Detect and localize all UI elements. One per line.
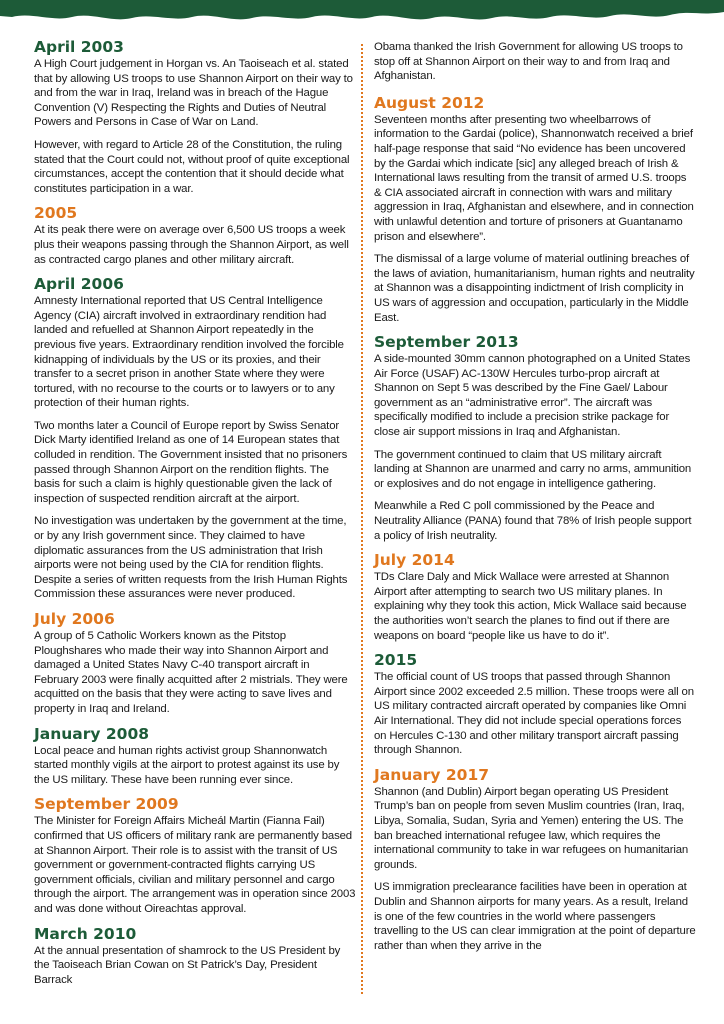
timeline-entry bbox=[34, 275, 356, 602]
entry-heading: September 2009 bbox=[34, 795, 179, 814]
entry-heading: January 2008 bbox=[34, 724, 150, 743]
entry-paragraph: Local peace and human rights activist group Shannonwatch started monthly vigils at the airport to protest against its use by the US military. These have been running ever since. bbox=[34, 744, 340, 786]
entry-heading: March 2010 bbox=[34, 924, 137, 943]
entry-paragraph: Shannon (and Dublin) Airport began operating US President Trump’s ban on people from seven Muslim countries (Iran, Iraq, Libya, Somalia, Sudan, Syria and Yemen) entering the US. The ban breached international refugee law, which requires the international community to take in war refugees on humanitarian grounds. bbox=[374, 785, 689, 871]
entry-paragraph: Amnesty International reported that US Central Intelligence Agency (CIA) aircraft involved in extraordinary rendition had landed and refuelled at Shannon Airport repeatedly in the previous five years. Extraordinary rendition involved the forcible kidnapping of individuals by the US or its proxies, and their transfer to a secret prison in another State where they were tortured, with no recourse to the courts or to lawyers or to any protection of their human rights. bbox=[34, 295, 344, 410]
entry-paragraph: The official count of US troops that passed through Shannon Airport since 2002 exceeded 2.5 million. These troops were all on US military contracted aircraft operated by companies like Omni Air International. They did not include special operations forces on Hercules C-130 and other military transport aircraft passing through Shannon. bbox=[374, 671, 694, 757]
entry-paragraph: Meanwhile a Red C poll commissioned by the Peace and Neutrality Alliance (PANA) found that 78% of Irish people support a policy of Irish neutrality. bbox=[374, 500, 692, 542]
entry-paragraph: Two months later a Council of Europe report by Swiss Senator Dick Marty identified Ireland as one of 14 European states that colluded in rendition. The Government insisted that no prisoners passed through Shannon Airport on the rendition flights. The basis for such a claim is highly questionable given the lack of inspection of suspected rendition aircraft at the airport. bbox=[34, 419, 348, 505]
entry-paragraph: No investigation was undertaken by the government at the time, or by any Irish government since. They claimed to have diplomatic assurances from the US administration that Irish airports were not being used by the CIA for rendition flights. Despite a series of written requests from the Irish Human Rights Commission these assurances were never produced. bbox=[34, 515, 348, 601]
entry-heading: January 2017 bbox=[374, 765, 490, 784]
entry-paragraph: The Minister for Foreign Affairs Micheál Martin (Fianna Fail) confirmed that US officers of military rank are permanently based at Shannon Airport. Their role is to assist with the transit of US government or government-contracted flights carrying US government officials, civilian and military personnel and cargo through the airport. The arrangement was in operation since 2003 and was done without Oireachtas approval. bbox=[34, 815, 356, 915]
entry-heading: April 2003 bbox=[34, 38, 124, 56]
continued-paragraph: Obama thanked the Irish Government for allowing US troops to stop off at Shannon Airport on their way to and from Iraq and Afghanistan. bbox=[374, 41, 683, 83]
entry-heading: August 2012 bbox=[374, 93, 485, 112]
timeline-entry bbox=[374, 651, 696, 758]
timeline-entry bbox=[34, 38, 356, 196]
timeline-entry bbox=[374, 766, 696, 954]
entry-paragraph: A side-mounted 30mm cannon photographed on a United States Air Force (USAF) AC-130W Hercules turbo-prop aircraft at Shannon on Sept 5 was described by the Fine Gael/ Labour government as an “administrative error”. The aircraft was specifically modified to include a precision strike package for close air support missions in Iraq and Afghanistan. bbox=[374, 353, 691, 439]
entry-paragraph: A High Court judgement in Horgan vs. An Taoiseach et al. stated that by allowing US troops to use Shannon Airport on their way to and from the war in Iraq, Ireland was in breach of the Hague Convention (V) Respecting the Rights and Duties of Neutral Powers and Persons in Case of War on Land. bbox=[34, 58, 353, 129]
entry-paragraph: At its peak there were on average over 6,500 US troops a week plus their weapons passing through the Shannon Airport, as well as contracted cargo planes and other military aircraft. bbox=[34, 224, 349, 266]
timeline-entry bbox=[34, 610, 356, 717]
timeline-entry bbox=[374, 551, 696, 643]
entry-heading: April 2006 bbox=[34, 275, 124, 294]
timeline-entry bbox=[34, 925, 356, 988]
entry-paragraph: US immigration preclearance facilities have been in operation at Dublin and Shannon airports for many years. As a result, Ireland is one of the few countries in the world where passengers travelling to the US can clear immigration at the point of departure rather than when they arrive in the bbox=[374, 881, 696, 952]
timeline-entry bbox=[374, 333, 696, 543]
entry-heading: July 2014 bbox=[374, 551, 455, 570]
entry-heading: 2015 bbox=[374, 651, 418, 670]
timeline-entry bbox=[374, 94, 696, 325]
banner-shape bbox=[0, 0, 724, 19]
entry-heading: September 2013 bbox=[374, 333, 519, 352]
timeline-entry bbox=[34, 795, 356, 916]
timeline-entry bbox=[34, 725, 356, 788]
entry-paragraph: The government continued to claim that US military aircraft landing at Shannon are unarmed and carry no arms, ammunition or explosives and do not engage in intelligence gathering. bbox=[374, 448, 692, 490]
entry-paragraph: A group of 5 Catholic Workers known as the Pitstop Ploughshares who made their way into Shannon Airport and damaged a United States Navy C-40 transport aircraft in February 2003 were finally acquitted after 2 mistrials. They were acquitted on the basis that they were acting to save lives and property in Iraq and Ireland. bbox=[34, 630, 348, 715]
top-banner bbox=[0, 0, 724, 26]
left-column bbox=[34, 38, 356, 995]
entry-paragraph: At the annual presentation of shamrock to the US President by the Taoiseach Brian Cowan on St Patrick’s Day, President Barrack bbox=[34, 944, 341, 986]
right-column bbox=[374, 40, 696, 961]
column-divider bbox=[361, 44, 363, 994]
entry-heading: 2005 bbox=[34, 204, 78, 223]
entry-paragraph: Seventeen months after presenting two wheelbarrows of information to the Gardai (police), Shannonwatch received a brief half-page response that said “No evidence has been uncovered by the Gardai which indicate [sic] any alleged breach of Irish & International laws resulting from the transit of armed U.S. troops & CIA associated aircraft in connection with wars and military aggression in Iraq, Afghanistan and elsewhere, and in connection with unlawful detention and torture of prisoners at Guantanamo prison and elsewhere”. bbox=[374, 113, 694, 243]
entry-paragraph: TDs Clare Daly and Mick Wallace were arrested at Shannon Airport after attempting to search two US military planes. In explaining why they took this action, Mick Wallace said because the authorities won’t search the planes to find out if there are weapons on board “people like us have to do it”. bbox=[374, 571, 687, 642]
entry-heading: July 2006 bbox=[34, 610, 115, 628]
entry-paragraph: However, with regard to Article 28 of the Constitution, the ruling stated that the Court could not, without proof of quite exceptional circumstances, accept the contention that it should decide what constitutes participation in a war. bbox=[34, 138, 350, 195]
entry-paragraph: The dismissal of a large volume of material outlining breaches of the laws of aviation, humanitarianism, human rights and neutrality at Shannon was a disappointing indictment of Irish complicity in US wars of aggression and occupation, particularly in the Middle East. bbox=[374, 253, 695, 324]
timeline-entry bbox=[34, 204, 356, 267]
